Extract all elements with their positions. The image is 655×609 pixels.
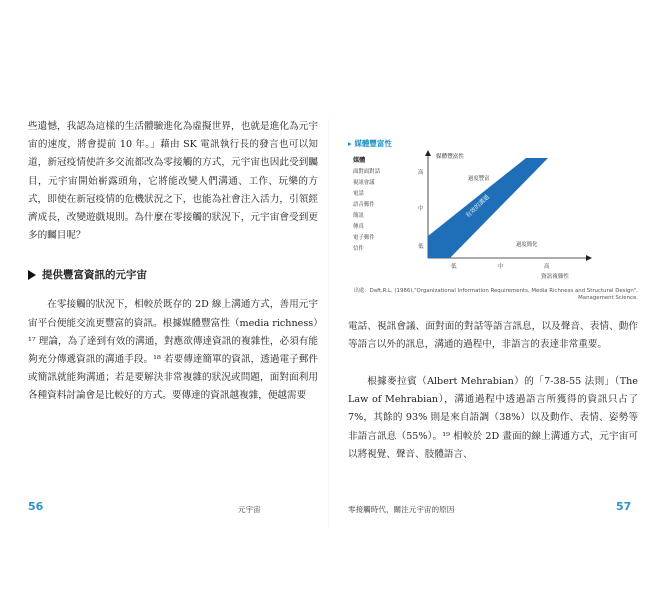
figure-source: 出處：Daft,R.L. (1986),"Organizational Information Requirements, Media Richness and Structural Design", Management Science. — [353, 288, 638, 301]
y-axis-arrow-icon — [425, 150, 431, 156]
media-item: 傳真 — [353, 224, 364, 230]
figure-title: ▸ 媒體豐富性 — [348, 139, 392, 148]
media-item: 語音郵件 — [353, 202, 375, 208]
book-gutter — [328, 118, 329, 528]
x-level-low: 低 — [451, 264, 457, 270]
x-level-high: 高 — [544, 264, 550, 270]
x-axis-title: 資訊複雜性 — [541, 274, 569, 280]
media-item: 電話 — [353, 191, 364, 197]
media-item: 電子郵件 — [353, 235, 375, 241]
y-axis-title: 媒體 — [353, 157, 366, 164]
triangle-bullet-icon — [28, 270, 36, 280]
top-region-label: 過度豐富 — [468, 176, 490, 182]
x-level-mid: 中 — [498, 264, 504, 270]
bottom-region-label: 過度簡化 — [516, 242, 538, 248]
section-heading-text: 提供豐富資訊的元宇宙 — [42, 269, 147, 282]
media-list — [353, 167, 381, 252]
book-spread — [18, 118, 638, 528]
media-item: 簡訊 — [353, 213, 364, 219]
right-paragraph-1: 電話、視訊會議、面對面的對話等語言訊息，以及聲音、表情、動作等語言以外的訊息，溝通的過程中，非語言的表達非常重要。 — [348, 321, 638, 351]
running-title-left: 元宇宙 — [238, 505, 261, 514]
media-item: 信件 — [353, 246, 364, 252]
y-level-mid: 中 — [418, 206, 424, 212]
media-item: 視訊會議 — [353, 180, 375, 186]
left-page — [28, 118, 318, 528]
running-title-right: 零接觸時代，關注元宇宙的原因 — [348, 505, 455, 514]
y-level-low: 低 — [418, 244, 424, 250]
x-axis-arrow-icon — [586, 255, 592, 261]
page-number-right: 57 — [616, 500, 632, 513]
page-number-left: 56 — [28, 500, 44, 513]
media-item: 面對面對話 — [353, 169, 380, 175]
y-level-high: 高 — [418, 170, 424, 176]
y-axis-right-label: 媒體豐富性 — [436, 154, 464, 160]
left-paragraph-1: 些遺憾，我認為這樣的生活體驗進化為虛擬世界，也就是進化為元宇宙的速度，將會提前 10 年。」藉由 SK 電訊執行長的發言也可以知道，新冠疫情使許多交流都改為零接觸的方式，元宇宙也因此受到矚目，元宇宙開始嶄露頭角，它將能改變人們溝通、工作、玩樂的方式，即使在新冠疫情的危機狀況之下，也能為社會注入活力，引領經濟成長，改變遊戲規則。為什麼在零接觸的狀況下，元宇宙會受到更多的矚目呢？ — [28, 121, 318, 242]
right-page — [348, 118, 638, 528]
media-richness-diagram — [348, 118, 638, 288]
section-heading — [28, 267, 318, 282]
left-paragraph-2: 在零接觸的狀況下，相較於既存的 2D 線上溝通方式，善用元宇宙平台便能交流更豐富的資訊。根據媒體豐富性（media richness）¹⁷ 理論，為了達到有效的溝通，對應欲傳達資訊的複雜性，必須有能夠充分傳遞資訊的溝通手段。¹⁸ 若要傳達簡單的資訊，透過電子郵件或簡訊就能夠溝通；若是要解決非常複雜的狀況或問題，面對面利用各種資料討論會是比較好的方式。要傳達的資訊越複雜，便越需要 — [28, 299, 318, 402]
band-label: 有效的溝通 — [464, 193, 491, 220]
right-paragraph-2: 根據麥拉賓（Albert Mehrabian）的「7-38-55 法則」（The Law of Mehrabian），溝通過程中透過語言所獲得的資訊只占了 7%，其餘的 93% 則是來自語調（38%）以及動作、表情、姿勢等非語言訊息（55%）。¹⁹ 相較於 2D 畫面的線上溝通方式，元宇宙可以將視覺、聲音、肢體語言、 — [348, 376, 638, 460]
